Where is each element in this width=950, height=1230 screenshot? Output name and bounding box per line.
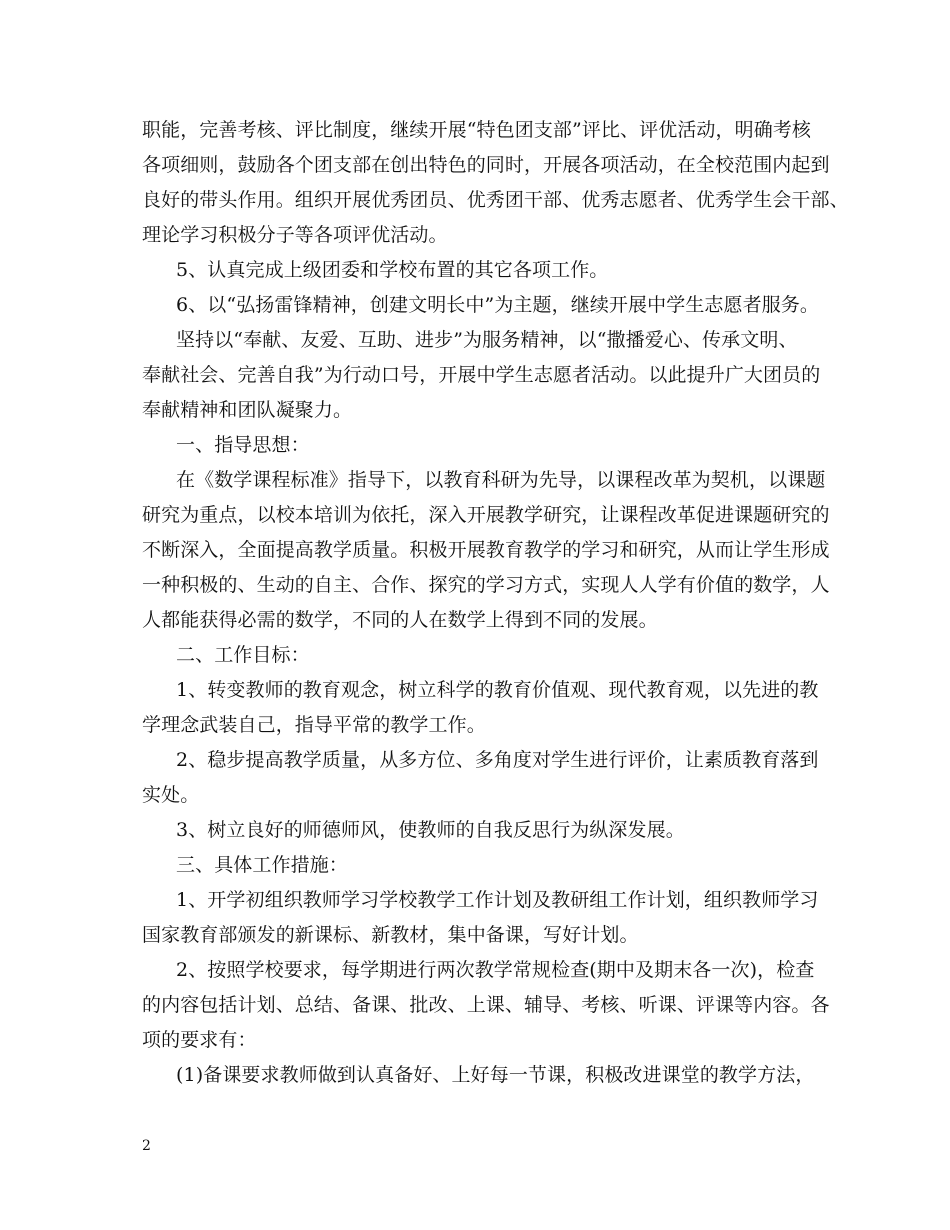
text-line: 一种积极的、生动的自主、合作、探究的学习方式，实现人人学有价值的数学，人 xyxy=(142,574,830,596)
text-line: 国家教育部颁发的新课标、新教材，集中备课，写好计划。 xyxy=(142,924,639,946)
text-line: 5、认真完成上级团委和学校布置的其它各项工作。 xyxy=(176,259,609,281)
text-line: (1)备课要求教师做到认真备好、上好每一节课，积极改进课堂的教学方法， xyxy=(176,1064,815,1086)
text-line: 项的要求有： xyxy=(142,1029,257,1051)
text-line: 实处。 xyxy=(142,784,200,806)
text-line: 1、开学初组织教师学习学校教学工作计划及教研组工作计划，组织教师学习 xyxy=(176,889,819,911)
text-line: 理论学习积极分子等各项评优活动。 xyxy=(142,224,448,246)
text-line: 研究为重点，以校本培训为依托，深入开展教学研究，让课程改革促进课题研究的 xyxy=(142,504,830,526)
text-line: 奉献社会、完善自我”为行动口号，开展中学生志愿者活动。以此提升广大团员的 xyxy=(142,364,821,386)
text-line: 不断深入，全面提高教学质量。积极开展教育教学的学习和研究，从而让学生形成 xyxy=(142,539,830,561)
text-line: 6、以“弘扬雷锋精神，创建文明长中”为主题，继续开展中学生志愿者服务。 xyxy=(176,294,820,316)
text-line: 1、转变教师的教育观念，树立科学的教育价值观、现代教育观，以先进的教 xyxy=(176,679,819,701)
section-heading: 一、指导思想： xyxy=(176,434,310,456)
text-line: 职能，完善考核、评比制度，继续开展“特色团支部”评比、评优活动，明确考核 xyxy=(142,119,812,141)
section-heading: 三、具体工作措施： xyxy=(176,854,348,876)
text-line: 奉献精神和团队凝聚力。 xyxy=(142,399,353,421)
page-number: 2 xyxy=(142,1138,151,1154)
section-heading: 二、工作目标： xyxy=(176,644,310,666)
text-line: 学理念武装自己，指导平常的教学工作。 xyxy=(142,714,486,736)
text-line: 人都能获得必需的数学，不同的人在数学上得到不同的发展。 xyxy=(142,609,658,631)
text-line: 的内容包括计划、总结、备课、批改、上课、辅导、考核、听课、评课等内容。各 xyxy=(142,994,830,1016)
text-line: 坚持以“奉献、友爱、互助、进步”为服务精神，以“撒播爱心、传承文明、 xyxy=(176,329,798,351)
text-line: 良好的带头作用。组织开展优秀团员、优秀团干部、优秀志愿者、优秀学生会干部、 xyxy=(142,189,849,211)
text-line: 2、按照学校要求，每学期进行两次教学常规检查(期中及期末各一次)，检查 xyxy=(176,959,815,981)
text-line: 各项细则，鼓励各个团支部在创出特色的同时，开展各项活动，在全校范围内起到 xyxy=(142,154,830,176)
text-line: 2、稳步提高教学质量，从多方位、多角度对学生进行评价，让素质教育落到 xyxy=(176,749,819,771)
text-line: 3、树立良好的师德师风，使教师的自我反思行为纵深发展。 xyxy=(176,819,685,841)
text-line: 在《数学课程标准》指导下，以教育科研为先导，以课程改革为契机，以课题 xyxy=(176,469,826,491)
